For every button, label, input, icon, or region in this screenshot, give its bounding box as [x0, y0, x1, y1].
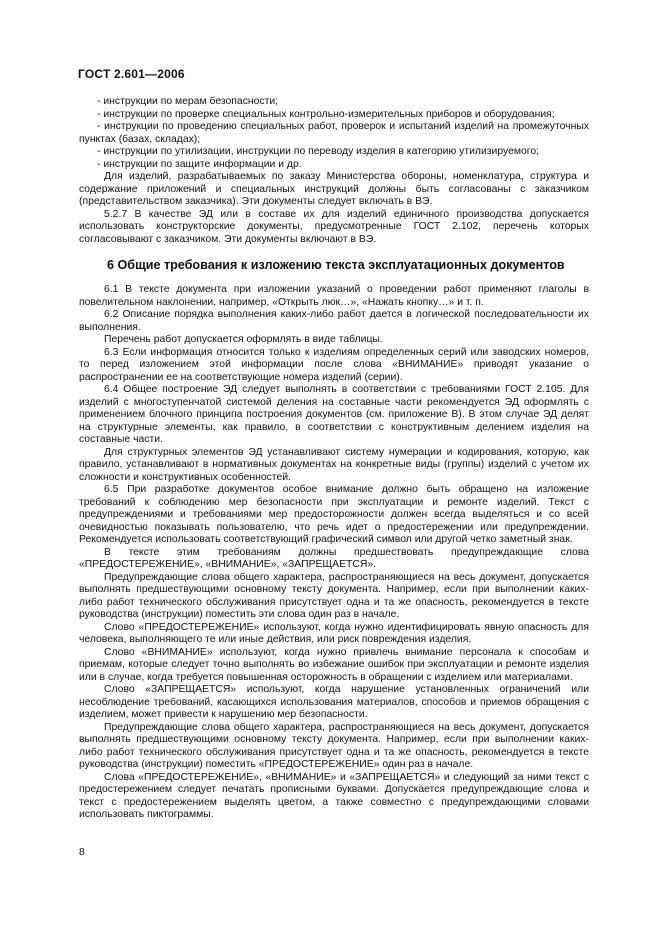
- list-item: - инструкции по проверке специальных контрольно-измерительных приборов и оборудования;: [97, 108, 555, 120]
- paragraph: Слово «ПРЕДОСТЕРЕЖЕНИЕ» используют, когда нужно идентифицировать явную опасность для человека, выполняющего те или иные действия, или риск повреждения изделия.: [79, 621, 589, 645]
- paragraph-6-5: 6.5 При разработке документов особое внимание должно быть обращено на изложение требований к соблюдению мер безопасности при эксплуатации и ремонте изделий. Текст с предупреждениями и требованиями мер предосторожности должен всегда выделяться и со всей очевидностью показывать пользователю, что речь идет о предостережении или предупреждении. Рекомендуется использовать соответствующий графический символ или другой четко заметный знак.: [79, 484, 589, 545]
- paragraph-6-2: 6.2 Описание порядка выполнения каких-либо работ дается в логической последовательности их выполнения.: [79, 309, 589, 333]
- document-body: [79, 96, 589, 822]
- paragraph: Перечень работ допускается оформлять в виде таблицы.: [104, 334, 383, 345]
- paragraph: Для изделий, разрабатываемых по заказу Министерства обороны, номенклатура, структура и содержание приложений и специальных инструкций должны быть согласованы с заказчиком (представительством заказчика). Эти документы следует включать в ВЭ.: [79, 171, 589, 207]
- paragraph: Слово «ВНИМАНИЕ» используют, когда нужно привлечь внимание персонала к способам и приемам, которые следует точно выполнять во избежание ошибок при эксплуатации и ремонте изделия или в случае, когда требуется повышенная осторожность в обращении с изделием или материалами.: [79, 646, 589, 683]
- paragraph: Предупреждающие слова общего характера, распространяющиеся на весь документ, допускается выполнять предшествующими основному тексту документа. Например, если при выполнении каких-либо работ технического обслуживания присутствует одна и та же опасность, рекомендуется в тексте руководства (инструкции) поместить «ПРЕДОСТЕРЕЖЕНИЕ» один раз в начале.: [79, 721, 589, 770]
- paragraph-6-4: 6.4 Общее построение ЭД следует выполнять в соответствии с требованиями ГОСТ 2.105. Для изделий с многоступенчатой системой деления на составные части рекомендуется ЭД оформлять с применением блочного принципа построения документов (см. приложение В). В этом случае ЭД делят на структурные элементы, как правило, в соответствии с конструктивным делением изделия на составные части.: [79, 384, 589, 445]
- list-item: - инструкции по мерам безопасности;: [97, 96, 279, 107]
- list-item: - инструкции по защите информации и др.: [97, 158, 302, 170]
- paragraph: В тексте этим требованиям должны предшествовать предупреждающие слова «ПРЕДОСТЕРЕЖЕНИЕ», «ВНИМАНИЕ», «ЗАПРЕЩАЕТСЯ».: [79, 546, 589, 570]
- section-6-title: 6 Общие требования к изложению текста эксплуатационных документов: [107, 258, 565, 272]
- doc-code-header: ГОСТ 2.601—2006: [78, 67, 185, 81]
- paragraph-6-1: 6.1 В тексте документа при изложении указаний о проведении работ применяют глаголы в повелительном наклонении, например, «Открыть люк…», «Нажать кнопку…» и т. п.: [79, 284, 589, 308]
- paragraph: Предупреждающие слова общего характера, распространяющиеся на весь документ, допускается выполнять предшествующими основному тексту документа. Например, если при выполнении каких-либо работ технического обслуживания присутствует одна и та же опасность, рекомендуется в тексте руководства (инструкции) поместить эти слова один раз в начале.: [79, 571, 589, 620]
- list-item: - инструкции по утилизации, инструкции по переводу изделия в категорию утилизируемого;: [97, 146, 540, 157]
- list-item: - инструкции по проведению специальных работ, проверок и испытаний изделий на промежуточных пунктах (базах, складах);: [79, 121, 589, 145]
- paragraph: Для структурных элементов ЭД устанавливают систему нумерации и кодирования, которую, как правило, устанавливают в нормативных документах на конкретные виды (группы) изделий с учетом их сложности и конструктивных особенностей.: [79, 446, 589, 483]
- page-number: 8: [79, 847, 85, 858]
- paragraph: Слова «ПРЕДОСТЕРЕЖЕНИЕ», «ВНИМАНИЕ» и «ЗАПРЕЩАЕТСЯ» и следующий за ними текст с предостережением следует печатать прописными буквами. Допускается предупреждающие слова и текст с предостережением выделять цветом, а также совместно с предупреждающими словами использовать пиктограммы.: [79, 771, 589, 820]
- paragraph-6-3: 6.3 Если информация относится только к изделиям определенных серий или заводских номеров, то перед изложением этой информации после слова «ВНИМАНИЕ» приводят указание о распространении ее на соответствующие номера изделий (серии).: [79, 346, 589, 383]
- paragraph: Слово «ЗАПРЕЩАЕТСЯ» используют, когда нарушение установленных ограничений или несоблюдение требований, касающихся использования материалов, способов и приемов обращения с изделием, может привести к нарушению мер безопасности.: [79, 684, 589, 720]
- paragraph-5-2-7: 5.2.7 В качестве ЭД или в составе их для изделий единичного производства допускается использовать конструкторские документы, предусмотренные ГОСТ 2.102, перечень которых согласовывают с заказчиком. Эти документы включают в ВЭ.: [79, 208, 589, 245]
